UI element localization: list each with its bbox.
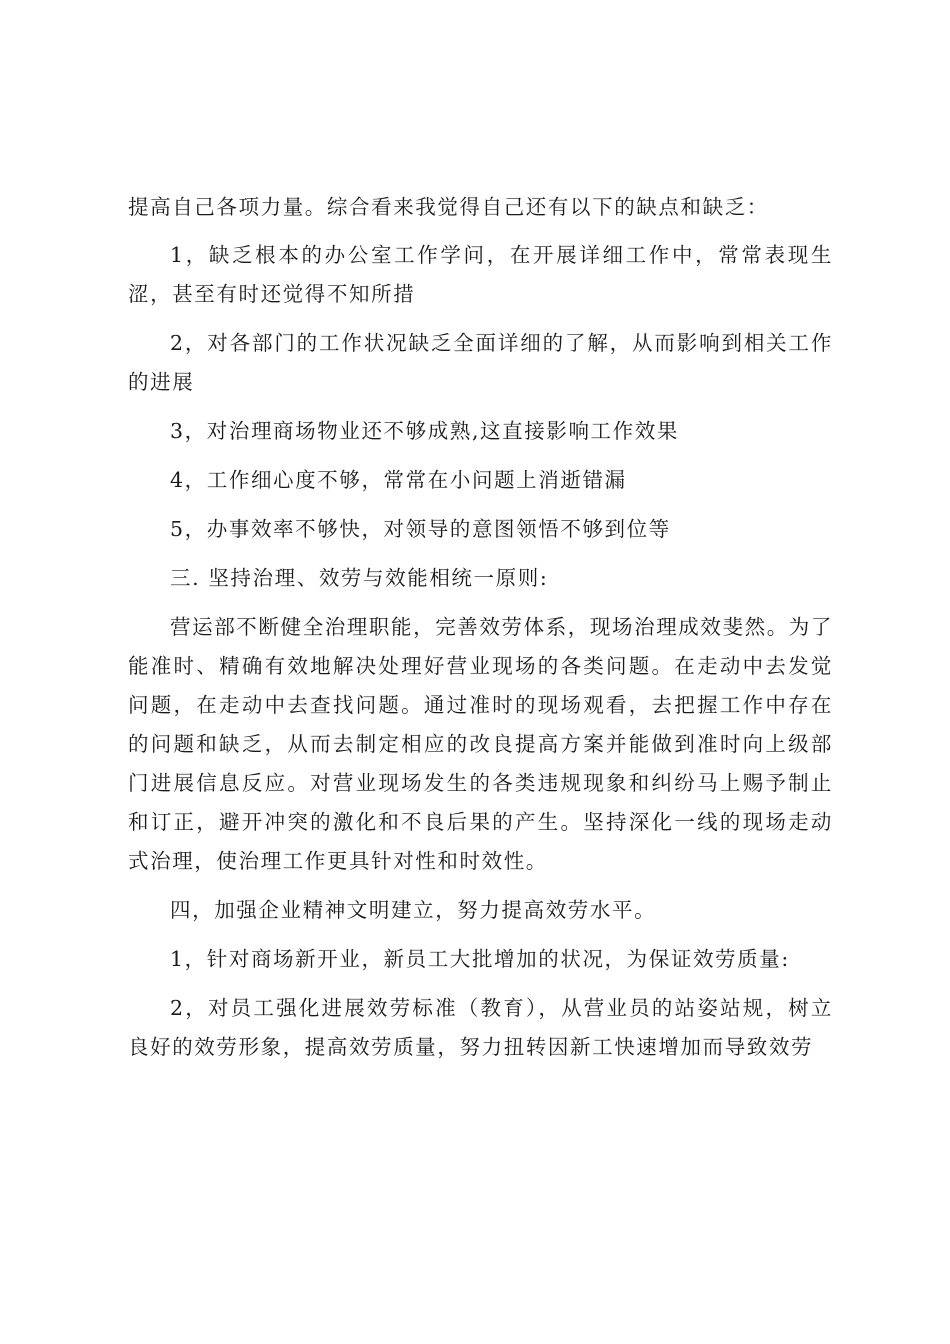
section-heading-three: 三. 坚持治理、效劳与效能相统一原则:	[170, 566, 549, 590]
paragraph-shortcoming-2: 2，对各部门的工作状况缺乏全面详细的了解，从而影响到相关工作的进展	[128, 331, 833, 394]
document-page	[128, 188, 833, 1077]
paragraph-shortcoming-3: 3，对治理商场物业还不够成熟,这直接影响工作效果	[170, 419, 679, 443]
section-heading-four: 四，加强企业精神文明建立，努力提高效劳水平。	[170, 898, 657, 922]
paragraph-intro: 提高自己各项力量。综合看来我觉得自己还有以下的缺点和缺乏：	[128, 195, 769, 219]
paragraph-management-principle: 营运部不断健全治理职能，完善效劳体系，现场治理成效斐然。为了能准时、精确有效地解决处理好营业现场的各类问题。在走动中去发觉问题，在走动中去查找问题。通过准时的现场观看，去把握工作中存在的问题和缺乏，从而去制定相应的改良提高方案并能做到准时向上级部门进展信息反应。对营业现场发生的各类违规现象和纠纷马上赐予制止和订正，避开冲突的激化和不良后果的产生。坚持深化一线的现场走动式治理，使治理工作更具针对性和时效性。	[128, 615, 833, 873]
paragraph-shortcoming-5: 5，办事效率不够快，对领导的意图领悟不够到位等	[170, 517, 671, 541]
paragraph-shortcoming-1: 1，缺乏根本的办公室工作学问，在开展详细工作中，常常表现生涩，甚至有时还觉得不知所措	[128, 243, 833, 306]
paragraph-item-2: 2，对员工强化进展效劳标准（教育），从营业员的站姿站规，树立良好的效劳形象，提高效劳质量，努力扭转因新工快速增加而导致效劳	[128, 996, 833, 1059]
paragraph-shortcoming-4: 4，工作细心度不够，常常在小问题上消逝错漏	[170, 468, 627, 492]
paragraph-item-1: 1，针对商场新开业，新员工大批增加的状况，为保证效劳质量:	[170, 947, 790, 971]
